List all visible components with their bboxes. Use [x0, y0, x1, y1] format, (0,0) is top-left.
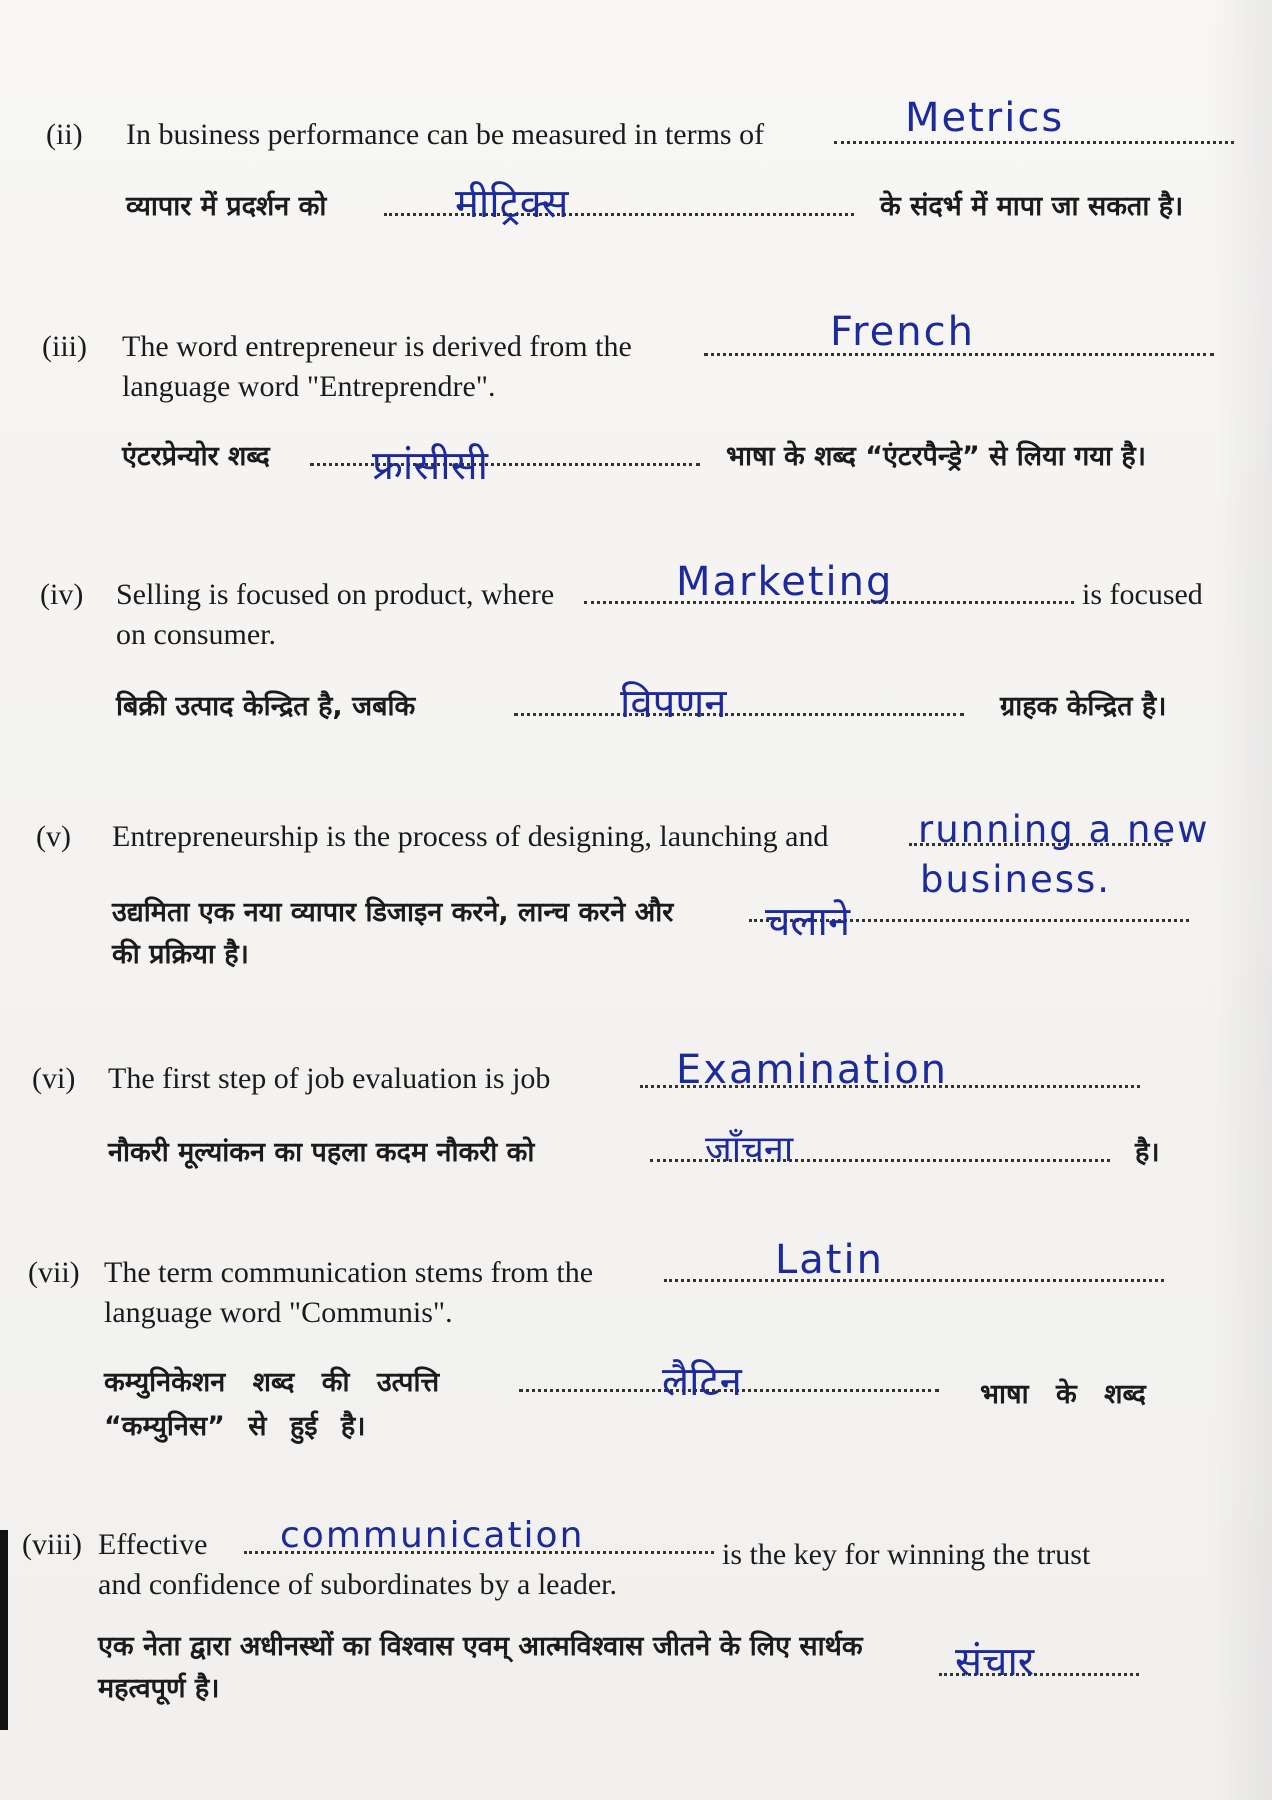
question-text-hi: के संदर्भ में मापा जा सकता है।: [880, 191, 1184, 222]
question-text-hi: है।: [1135, 1137, 1160, 1168]
handwritten-answer-en: Examination: [676, 1047, 949, 1093]
question-text-en: on consumer.: [116, 618, 276, 651]
question-text-en: The first step of job evaluation is job: [108, 1062, 551, 1095]
question-text-hi: उद्यमिता एक नया व्यापार डिजाइन करने, लान्च करने और: [112, 897, 674, 928]
handwritten-answer-en: running a new: [918, 808, 1210, 851]
question-text-hi: एक नेता द्वारा अधीनस्थों का विश्वास एवम् आत्मविश्वास जीतने के लिए सार्थक: [98, 1631, 863, 1662]
question-text-en: Selling is focused on product, where: [116, 578, 555, 611]
answer-blank: [660, 1256, 1168, 1290]
question-text-hi: की प्रक्रिया है।: [112, 939, 249, 970]
page-edge-shadow: [1212, 0, 1272, 1800]
handwritten-answer-en: French: [830, 309, 975, 355]
question-text-en: Effective: [98, 1528, 208, 1561]
handwritten-answer-hi: विपणन: [620, 681, 727, 727]
question-number: (vii): [28, 1256, 80, 1289]
question-number: (viii): [22, 1528, 82, 1561]
question-text-hi: ग्राहक केन्द्रित है।: [1000, 691, 1167, 722]
question-number: (v): [36, 820, 71, 853]
question-number: (iii): [42, 330, 87, 363]
question-text-hi: भाषा के शब्द: [980, 1379, 1146, 1410]
question-text-hi: बिक्री उत्पाद केन्द्रित है, जबकि: [116, 691, 416, 722]
question-text-en: Entrepreneurship is the process of designing, launching and: [112, 820, 829, 853]
question-text-hi: कम्युनिकेशन शब्द की उत्पत्ति: [104, 1367, 440, 1398]
handwritten-answer-hi: फ्रांसीसी: [372, 443, 488, 489]
answer-blank: [510, 690, 968, 724]
answer-blank: [306, 440, 704, 474]
binding-edge: [0, 1530, 8, 1730]
handwritten-answer-hi: चलाने: [765, 899, 851, 945]
handwritten-answer-hi: लैटिन: [662, 1359, 742, 1405]
question-text-en: The word entrepreneur is derived from the: [122, 330, 632, 363]
question-text-en: is the key for winning the trust: [722, 1538, 1091, 1571]
question-text-hi: नौकरी मूल्यांकन का पहला कदम नौकरी को: [108, 1137, 535, 1168]
handwritten-answer-hi: मीट्रिक्स: [455, 181, 569, 227]
question-text-en: In business performance can be measured in terms of: [126, 118, 765, 151]
handwritten-answer-en: Latin: [775, 1237, 884, 1283]
question-text-hi: महत्वपूर्ण है।: [98, 1673, 220, 1704]
answer-blank: [380, 190, 858, 224]
handwritten-answer-en: Metrics: [905, 95, 1065, 141]
question-text-en: and confidence of subordinates by a leader.: [98, 1568, 617, 1601]
question-text-hi: एंटरप्रेन्योर शब्द: [122, 441, 270, 472]
question-text-hi: भाषा के शब्द “एंटरपैन्ड्रे” से लिया गया है।: [726, 441, 1146, 472]
question-number: (iv): [40, 578, 84, 611]
handwritten-answer-hi: जाँचना: [705, 1129, 794, 1170]
question-text-en: language word "Entreprendre".: [122, 370, 496, 403]
question-text-en: is focused: [1082, 578, 1203, 611]
question-number: (vi): [32, 1062, 76, 1095]
question-text-hi: व्यापार में प्रदर्शन को: [126, 191, 327, 222]
question-text-hi: “कम्युनिस” से हुई है।: [104, 1411, 366, 1442]
handwritten-answer-hi: संचार: [955, 1639, 1035, 1685]
question-number: (ii): [46, 118, 83, 151]
handwritten-answer-en: Marketing: [676, 559, 894, 605]
handwritten-answer-en-continued: business.: [920, 858, 1112, 901]
question-text-en: The term communication stems from the: [104, 1256, 594, 1289]
handwritten-answer-en: communication: [280, 1515, 585, 1556]
question-text-en: language word "Communis".: [104, 1296, 453, 1329]
